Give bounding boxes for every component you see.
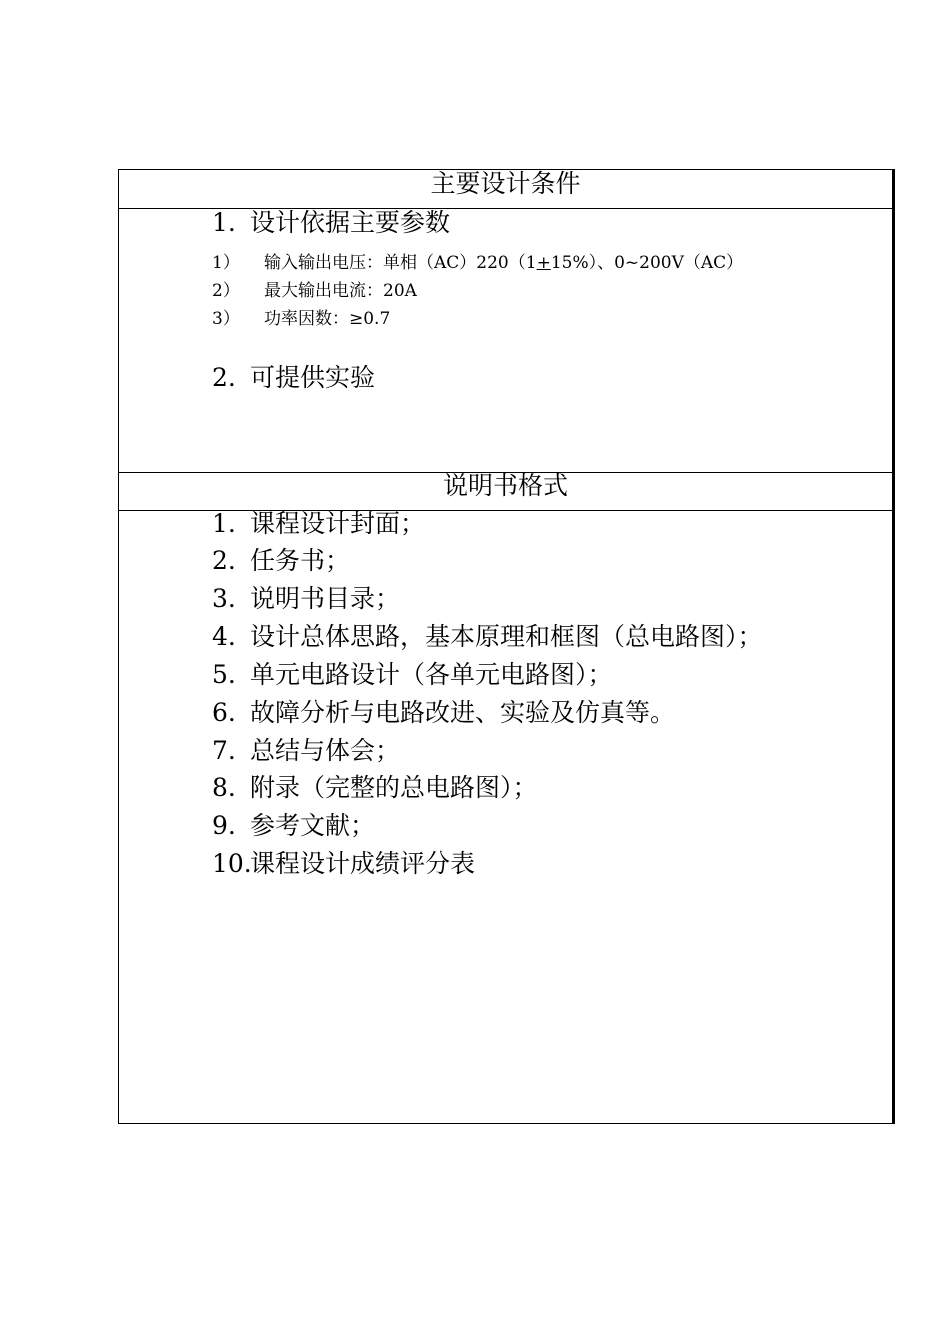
item-text: 任务书； [250, 546, 351, 575]
item-text: 附录（完整的总电路图）； [250, 773, 538, 802]
param-number: 1） [212, 253, 240, 273]
format-list-item [212, 737, 400, 765]
param-number: 2） [212, 281, 240, 301]
item-number: 2. [212, 363, 236, 392]
item-text: 可提供实验 [250, 363, 376, 392]
item-number: 1. [212, 208, 236, 237]
format-list-item [212, 850, 475, 878]
item-number: 1. [212, 509, 236, 538]
item-number: 3. [212, 584, 236, 613]
format-list-item [212, 812, 375, 840]
manual-format-header: 说明书格式 [442, 471, 568, 500]
design-conditions-table [118, 169, 895, 1124]
item-number: 10. [212, 849, 252, 878]
format-list-item [212, 547, 350, 575]
item-text: 单元电路设计（各单元电路图）； [250, 660, 613, 689]
plus-minus-symbol: + [536, 253, 551, 273]
param-text-pre: 输入输出电压：单相（AC）220（1 [264, 253, 537, 273]
param-voltage [212, 253, 743, 273]
format-list-item [212, 585, 400, 613]
param-text: 最大输出电流：20A [264, 281, 417, 301]
format-list-item [212, 774, 538, 802]
item-number: 9. [212, 811, 236, 840]
item-number: 8. [212, 773, 236, 802]
item-number: 6. [212, 698, 236, 727]
param-text: 功率因数：≥0.7 [264, 309, 391, 329]
format-list-item [212, 623, 763, 651]
item-text: 设计总体思路，基本原理和框图（总电路图）； [250, 622, 763, 651]
item-text: 参考文献； [250, 811, 376, 840]
item-text: 说明书目录； [250, 584, 401, 613]
item-number: 5. [212, 660, 236, 689]
param-text-post: 15%）、0~200V（AC） [550, 253, 744, 273]
item-text: 故障分析与电路改进、实验及仿真等。 [250, 698, 676, 727]
item-text: 设计依据主要参数 [250, 208, 451, 237]
design-conditions-header: 主要设计条件 [430, 169, 581, 198]
format-list-item [212, 661, 613, 689]
item-text: 总结与体会； [250, 736, 401, 765]
item-text: 课程设计封面； [250, 509, 426, 538]
format-list-item [212, 510, 425, 538]
format-list-item [212, 699, 675, 727]
param-current [212, 281, 417, 301]
item-number: 2. [212, 546, 236, 575]
param-number: 3） [212, 309, 240, 329]
basis-parameters-item [212, 209, 450, 237]
available-experiments-item [212, 364, 375, 392]
item-number: 7. [212, 736, 236, 765]
param-power-factor [212, 309, 390, 329]
item-number: 4. [212, 622, 236, 651]
item-text: 课程设计成绩评分表 [250, 849, 476, 878]
